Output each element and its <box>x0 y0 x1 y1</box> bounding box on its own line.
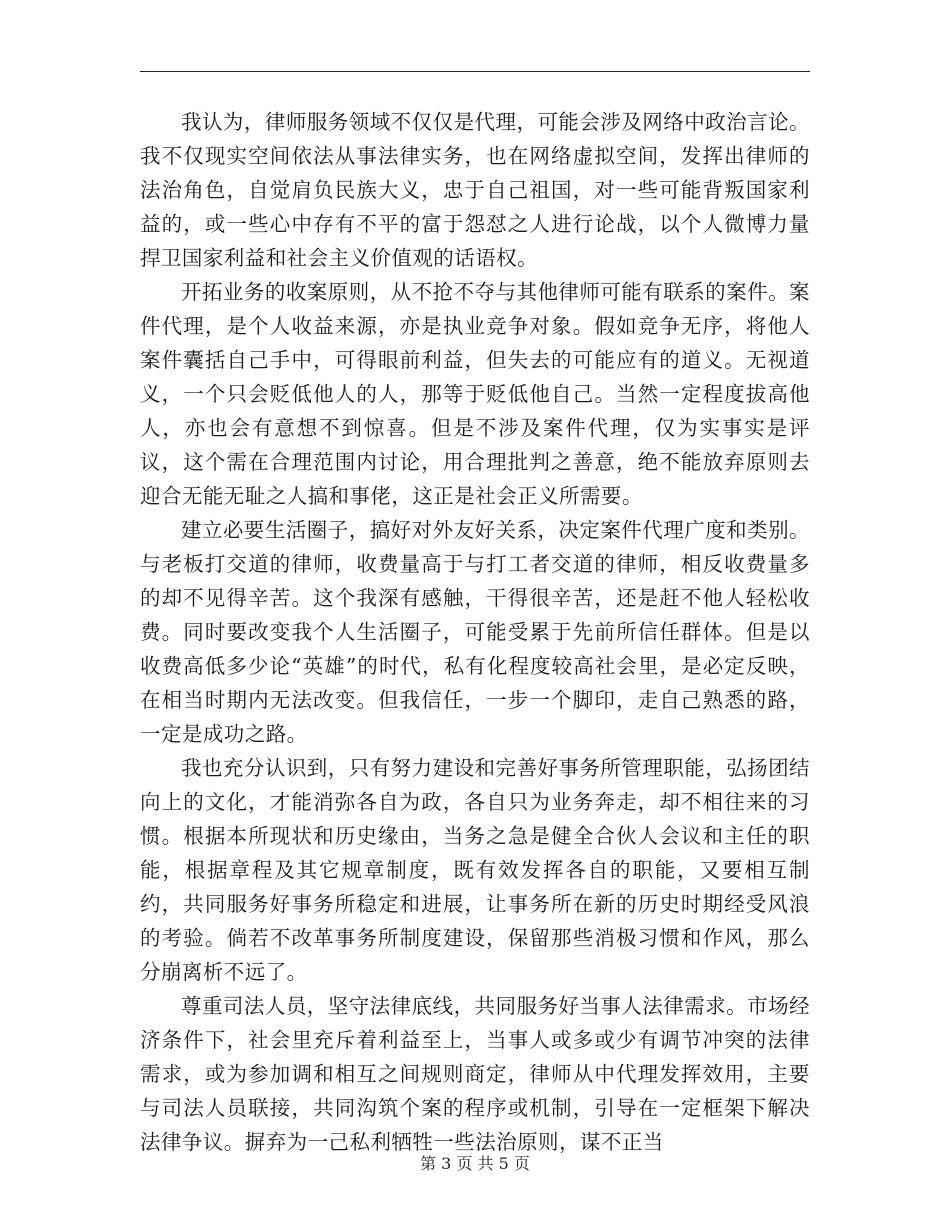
paragraph-2: 开拓业务的收案原则，从不抢不夺与其他律师可能有联系的案件。案件代理，是个人收益来源，亦是执业竞争对象。假如竞争无序，将他人案件囊括自己手中，可得眼前利益，但失去的可能应有的道义。无视道义，一个只会贬低他人的人，那等于贬低他自己。当然一定程度拔高他人，亦也会有意想不到惊喜。但是不涉及案件代理，仅为实事实是评议，这个需在合理范围内讨论，用合理批判之善意，绝不能放弃原则去迎合无能无耻之人搞和事佬，这正是社会正义所需要。 <box>140 280 810 508</box>
paragraph-3: 建立必要生活圈子，搞好对外友好关系，决定案件代理广度和类别。与老板打交道的律师，收费量高于与打工者交道的律师，相反收费量多的却不见得辛苦。这个我深有感触，干得很辛苦，还是赶不他人轻松收费。同时要改变我个人生活圈子，可能受累于先前所信任群体。但是以收费高低多少论“英雄”的时代，私有化程度较高社会里，是必定反映，在相当时期内无法改变。但我信任，一步一个脚印，走自己熟悉的路，一定是成功之路。 <box>140 518 810 746</box>
header-divider <box>140 71 810 72</box>
document-body <box>140 105 810 1159</box>
page-footer <box>0 1152 950 1176</box>
paragraph-5: 尊重司法人员，坚守法律底线，共同服务好当事人法律需求。市场经济条件下，社会里充斥着利益至上，当事人或多或少有调节冲突的法律需求，或为参加调和相互之间规则商定，律师从中代理发挥效用，主要与司法人员联接，共同沟筑个案的程序或机制，引导在一定框架下解决法律争议。摒弃为一己私利牺牲一些法治原则，谋不正当 <box>140 994 810 1154</box>
paragraph-4: 我也充分认识到，只有努力建设和完善好事务所管理职能，弘扬团结向上的文化，才能消弥各自为政，各自只为业务奔走，却不相往来的习惯。根据本所现状和历史缘由，当务之急是健全合伙人会议和主任的职能，根据章程及其它规章制度，既有效发挥各自的职能，又要相互制约，共同服务好事务所稳定和进展，让事务所在新的历史时期经受风浪的考验。倘若不改革事务所制度建设，保留那些消极习惯和作风，那么分崩离析不远了。 <box>140 756 810 984</box>
page-number-label: 第 3 页 共 5 页 <box>420 1154 530 1173</box>
paragraph-1: 我认为，律师服务领域不仅仅是代理，可能会涉及网络中政治言论。我不仅现实空间依法从事法律实务，也在网络虚拟空间，发挥出律师的法治角色，自觉肩负民族大义，忠于自己祖国，对一些可能背叛国家利益的，或一些心中存有不平的富于怨怼之人进行论战，以个人微博力量捍卫国家利益和社会主义价值观的话语权。 <box>140 110 810 270</box>
